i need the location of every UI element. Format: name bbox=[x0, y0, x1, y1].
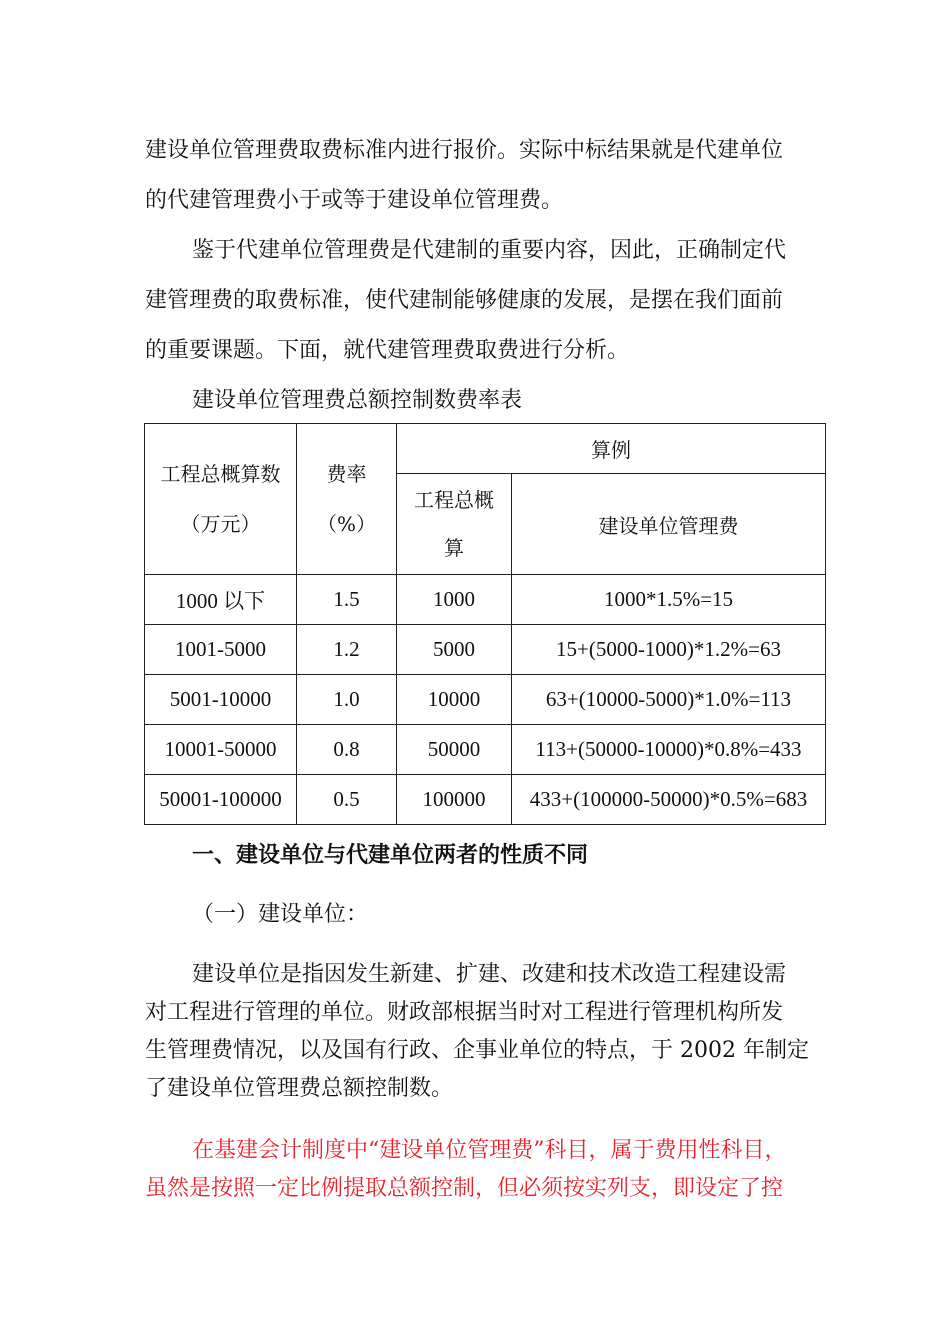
cell-range: 1000 以下 bbox=[145, 575, 297, 625]
header-rate bbox=[297, 424, 397, 575]
cell-range: 10001-50000 bbox=[145, 725, 297, 775]
cell-budget: 100000 bbox=[397, 775, 512, 825]
cell-rate: 0.8 bbox=[297, 725, 397, 775]
cell-rate: 1.2 bbox=[297, 625, 397, 675]
paragraph-line: 建设单位管理费取费标准内进行报价。实际中标结果就是代建单位 bbox=[145, 138, 784, 163]
table-row bbox=[145, 625, 826, 675]
paragraph-line: 建管理费的取费标准，使代建制能够健康的发展，是摆在我们面前 bbox=[145, 288, 784, 313]
header-project-budget-label: 工程总概算数 bbox=[160, 462, 281, 486]
cell-calc: 1000*1.5%=15 bbox=[512, 575, 826, 625]
fee-rate-table bbox=[144, 423, 826, 825]
table-caption: 建设单位管理费总额控制数费率表 bbox=[192, 388, 523, 413]
header-example: 算例 bbox=[397, 424, 826, 474]
cell-range: 1001-5000 bbox=[145, 625, 297, 675]
cell-range: 5001-10000 bbox=[145, 675, 297, 725]
subsection-heading: （一）建设单位： bbox=[192, 902, 369, 927]
header-project-budget bbox=[145, 424, 297, 575]
table-row bbox=[145, 775, 826, 825]
cell-rate: 1.5 bbox=[297, 575, 397, 625]
paragraph-line: 的重要课题。下面，就代建管理费取费进行分析。 bbox=[145, 338, 630, 363]
cell-budget: 1000 bbox=[397, 575, 512, 625]
table-row bbox=[145, 675, 826, 725]
header-rate-unit: （%） bbox=[316, 512, 376, 536]
table-row bbox=[145, 725, 826, 775]
highlighted-paragraph-line: 在基建会计制度中“建设单位管理费”科目，属于费用性科目， bbox=[192, 1138, 787, 1163]
cell-calc: 63+(10000-5000)*1.0%=113 bbox=[512, 675, 826, 725]
header-sub-management-fee: 建设单位管理费 bbox=[512, 474, 826, 575]
header-sub-budget bbox=[397, 474, 512, 575]
cell-rate: 1.0 bbox=[297, 675, 397, 725]
paragraph-line: 建设单位是指因发生新建、扩建、改建和技术改造工程建设需 bbox=[192, 962, 787, 987]
cell-budget: 5000 bbox=[397, 625, 512, 675]
header-rate-label: 费率 bbox=[326, 462, 367, 486]
header-sub-budget-line1: 工程总概 bbox=[414, 488, 494, 512]
header-sub-budget-line2: 算 bbox=[444, 536, 464, 560]
cell-calc: 15+(5000-1000)*1.2%=63 bbox=[512, 625, 826, 675]
header-project-budget-unit: （万元） bbox=[180, 512, 261, 536]
cell-range: 50001-100000 bbox=[145, 775, 297, 825]
highlighted-paragraph-line: 虽然是按照一定比例提取总额控制，但必须按实列支，即设定了控 bbox=[145, 1176, 784, 1201]
paragraph-line: 了建设单位管理费总额控制数。 bbox=[145, 1076, 454, 1101]
cell-calc: 113+(50000-10000)*0.8%=433 bbox=[512, 725, 826, 775]
paragraph-line: 的代建管理费小于或等于建设单位管理费。 bbox=[145, 188, 564, 213]
cell-budget: 50000 bbox=[397, 725, 512, 775]
paragraph-line: 生管理费情况，以及国有行政、企事业单位的特点，于 2002 年制定 bbox=[145, 1038, 809, 1063]
table-row bbox=[145, 575, 826, 625]
section-heading: 一、建设单位与代建单位两者的性质不同 bbox=[192, 842, 589, 868]
paragraph-line: 鉴于代建单位管理费是代建制的重要内容，因此，正确制定代 bbox=[192, 238, 787, 263]
cell-calc: 433+(100000-50000)*0.5%=683 bbox=[512, 775, 826, 825]
cell-budget: 10000 bbox=[397, 675, 512, 725]
paragraph-line: 对工程进行管理的单位。财政部根据当时对工程进行管理机构所发 bbox=[145, 1000, 784, 1025]
cell-rate: 0.5 bbox=[297, 775, 397, 825]
